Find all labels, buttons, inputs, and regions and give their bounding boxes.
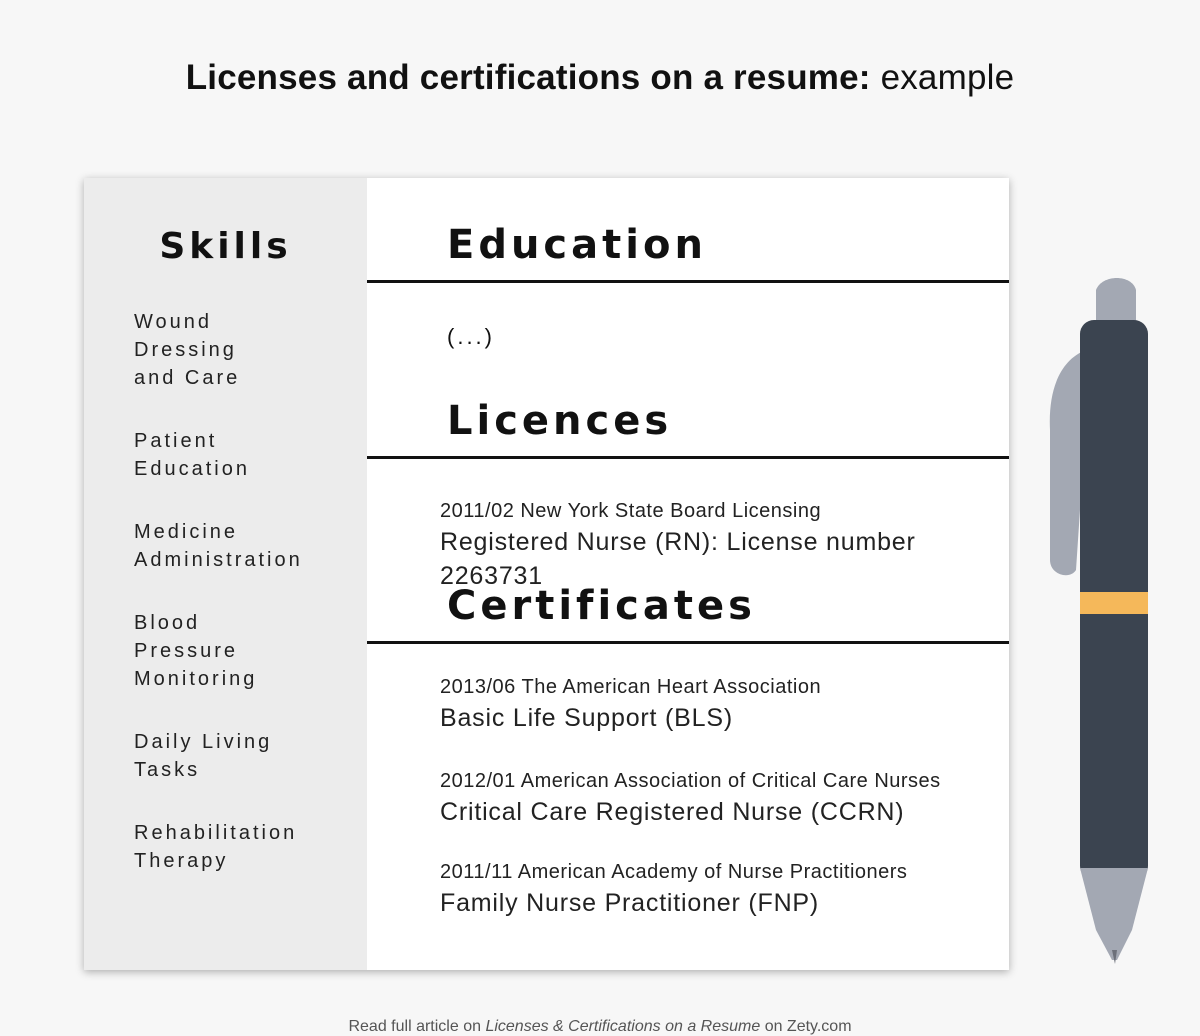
headline-bold: Licenses and certifications on a resume: [185, 58, 871, 97]
skill-item: Wound Dressing and Care [134, 311, 241, 389]
skill-item: Medicine Administration [134, 521, 303, 571]
certificate-meta: 2013/06 The American Heart Association [440, 676, 822, 698]
skill-item: Rehabilitation Therapy [134, 822, 298, 872]
resume-main [367, 178, 1009, 970]
licences-heading: Licences [447, 398, 673, 444]
skill-item: Blood Pressure Monitoring [134, 612, 258, 690]
licence-entry [440, 497, 1009, 593]
pen-icon [1040, 270, 1160, 970]
footer-suffix: on Zety.com [764, 1018, 852, 1035]
certificate-entry [440, 767, 941, 829]
skills-heading: Skills [159, 226, 292, 267]
footer-article-link[interactable]: Licenses & Certifications on a Resume [485, 1018, 761, 1035]
certificate-name: Critical Care Registered Nurse (CCRN) [440, 798, 905, 826]
certificate-entry [440, 673, 821, 735]
skill-item: Daily Living Tasks [134, 731, 273, 781]
certificates-divider [367, 641, 1009, 644]
licence-meta: 2011/02 New York State Board Licensing [440, 500, 822, 522]
licence-name: Registered Nurse (RN): License number 2263731 [440, 528, 916, 590]
skills-list [134, 308, 359, 910]
certificates-heading: Certificates [447, 583, 756, 629]
certificate-meta: 2012/01 American Association of Critical Care Nurses [440, 770, 941, 792]
certificate-meta: 2011/11 American Academy of Nurse Practitioners [440, 861, 908, 883]
skills-sidebar [84, 178, 367, 970]
footer-prefix: Read full article on [348, 1018, 481, 1035]
education-heading: Education [447, 222, 707, 268]
page-headline [0, 58, 1200, 98]
certificate-entry [440, 858, 907, 920]
headline-light: example [880, 58, 1015, 97]
certificate-name: Family Nurse Practitioner (FNP) [440, 889, 820, 917]
footer-note [0, 1018, 1200, 1036]
licences-divider [367, 456, 1009, 459]
education-placeholder: (...) [447, 324, 495, 349]
certificate-name: Basic Life Support (BLS) [440, 704, 733, 732]
resume-card [84, 178, 1009, 970]
education-divider [367, 280, 1009, 283]
skill-item: Patient Education [134, 430, 250, 480]
